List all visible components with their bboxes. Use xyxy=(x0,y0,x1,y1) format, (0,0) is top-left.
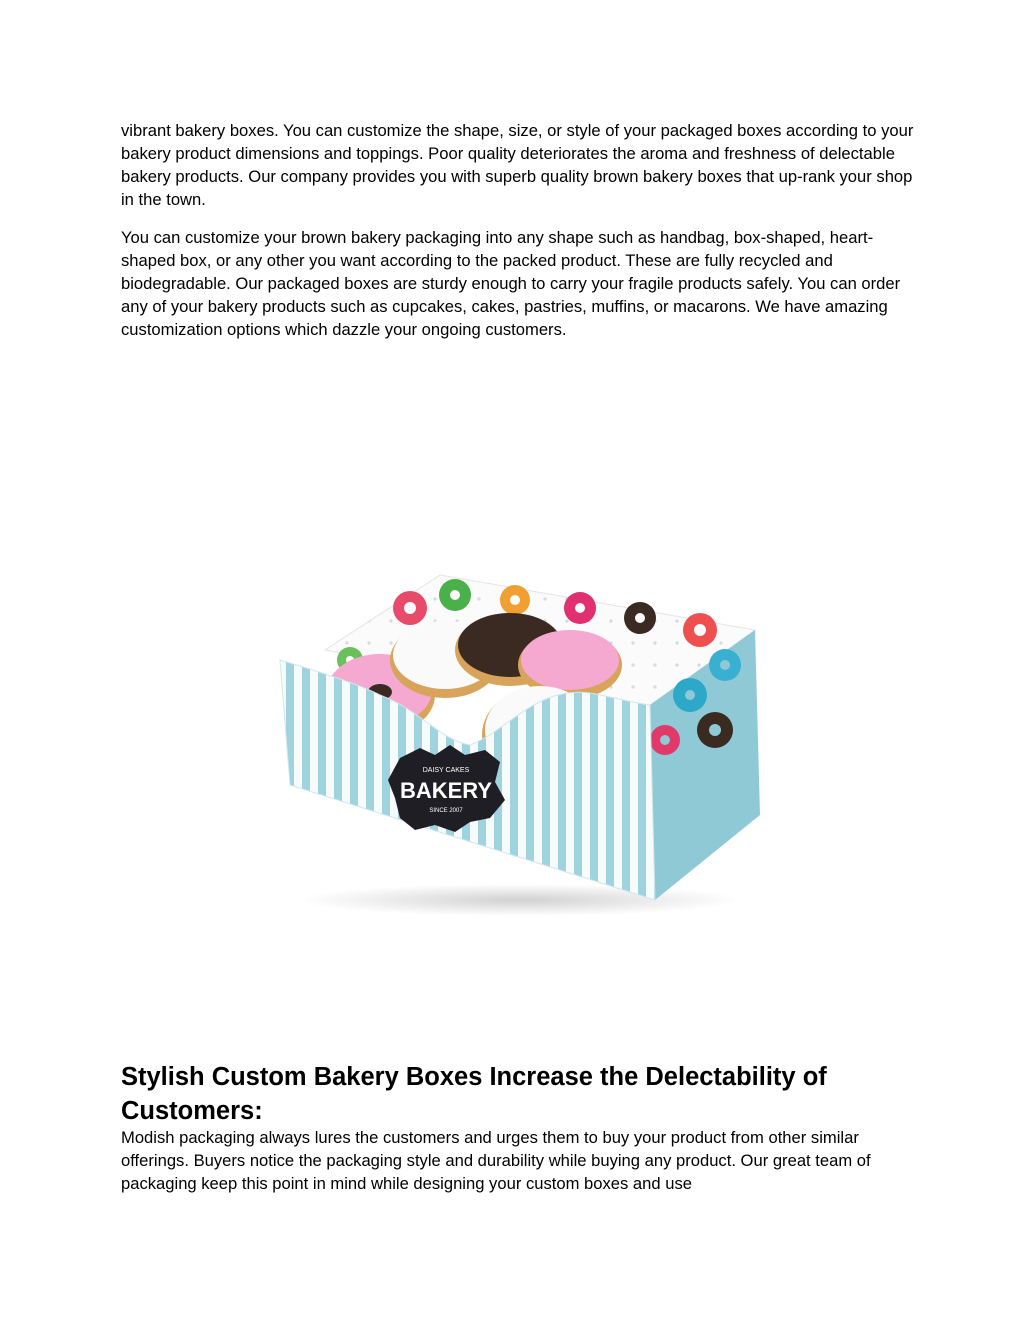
paragraph-intro: vibrant bakery boxes. You can customize the shape, size, or style of your packaged boxes according to your bakery product dimensions and toppings. Poor quality deteriorates the aroma and freshness of delectable bakery products. Our company provides you with superb quality brown bakery boxes that up-rank your shop in the town. xyxy=(121,121,914,209)
section-heading: Stylish Custom Bakery Boxes Increase the Delectability of Customers: xyxy=(121,1063,827,1125)
label-bottom-text: SINCE 2007 xyxy=(429,808,463,814)
bakery-box-image xyxy=(270,500,770,920)
paragraph-modish-packaging: Modish packaging always lures the customers and urges them to buy your product from other similar offerings. Buyers notice the packaging style and durability while buying any product. Our great team of packaging keep this point in mind while designing your custom boxes and use xyxy=(121,1128,871,1193)
paragraph-customization: You can customize your brown bakery packaging into any shape such as handbag, box-shaped, heart-shaped box, or any other you want according to the packed product. These are fully recycled and biodegradable. Our packaged boxes are sturdy enough to carry your fragile products safely. You can order any of your bakery products such as cupcakes, cakes, pastries, muffins, or macarons. We have amazing customization options which dazzle your ongoing customers. xyxy=(121,228,901,339)
label-main-text: BAKERY xyxy=(399,778,493,803)
label-top-text: DAISY CAKES xyxy=(422,767,470,774)
